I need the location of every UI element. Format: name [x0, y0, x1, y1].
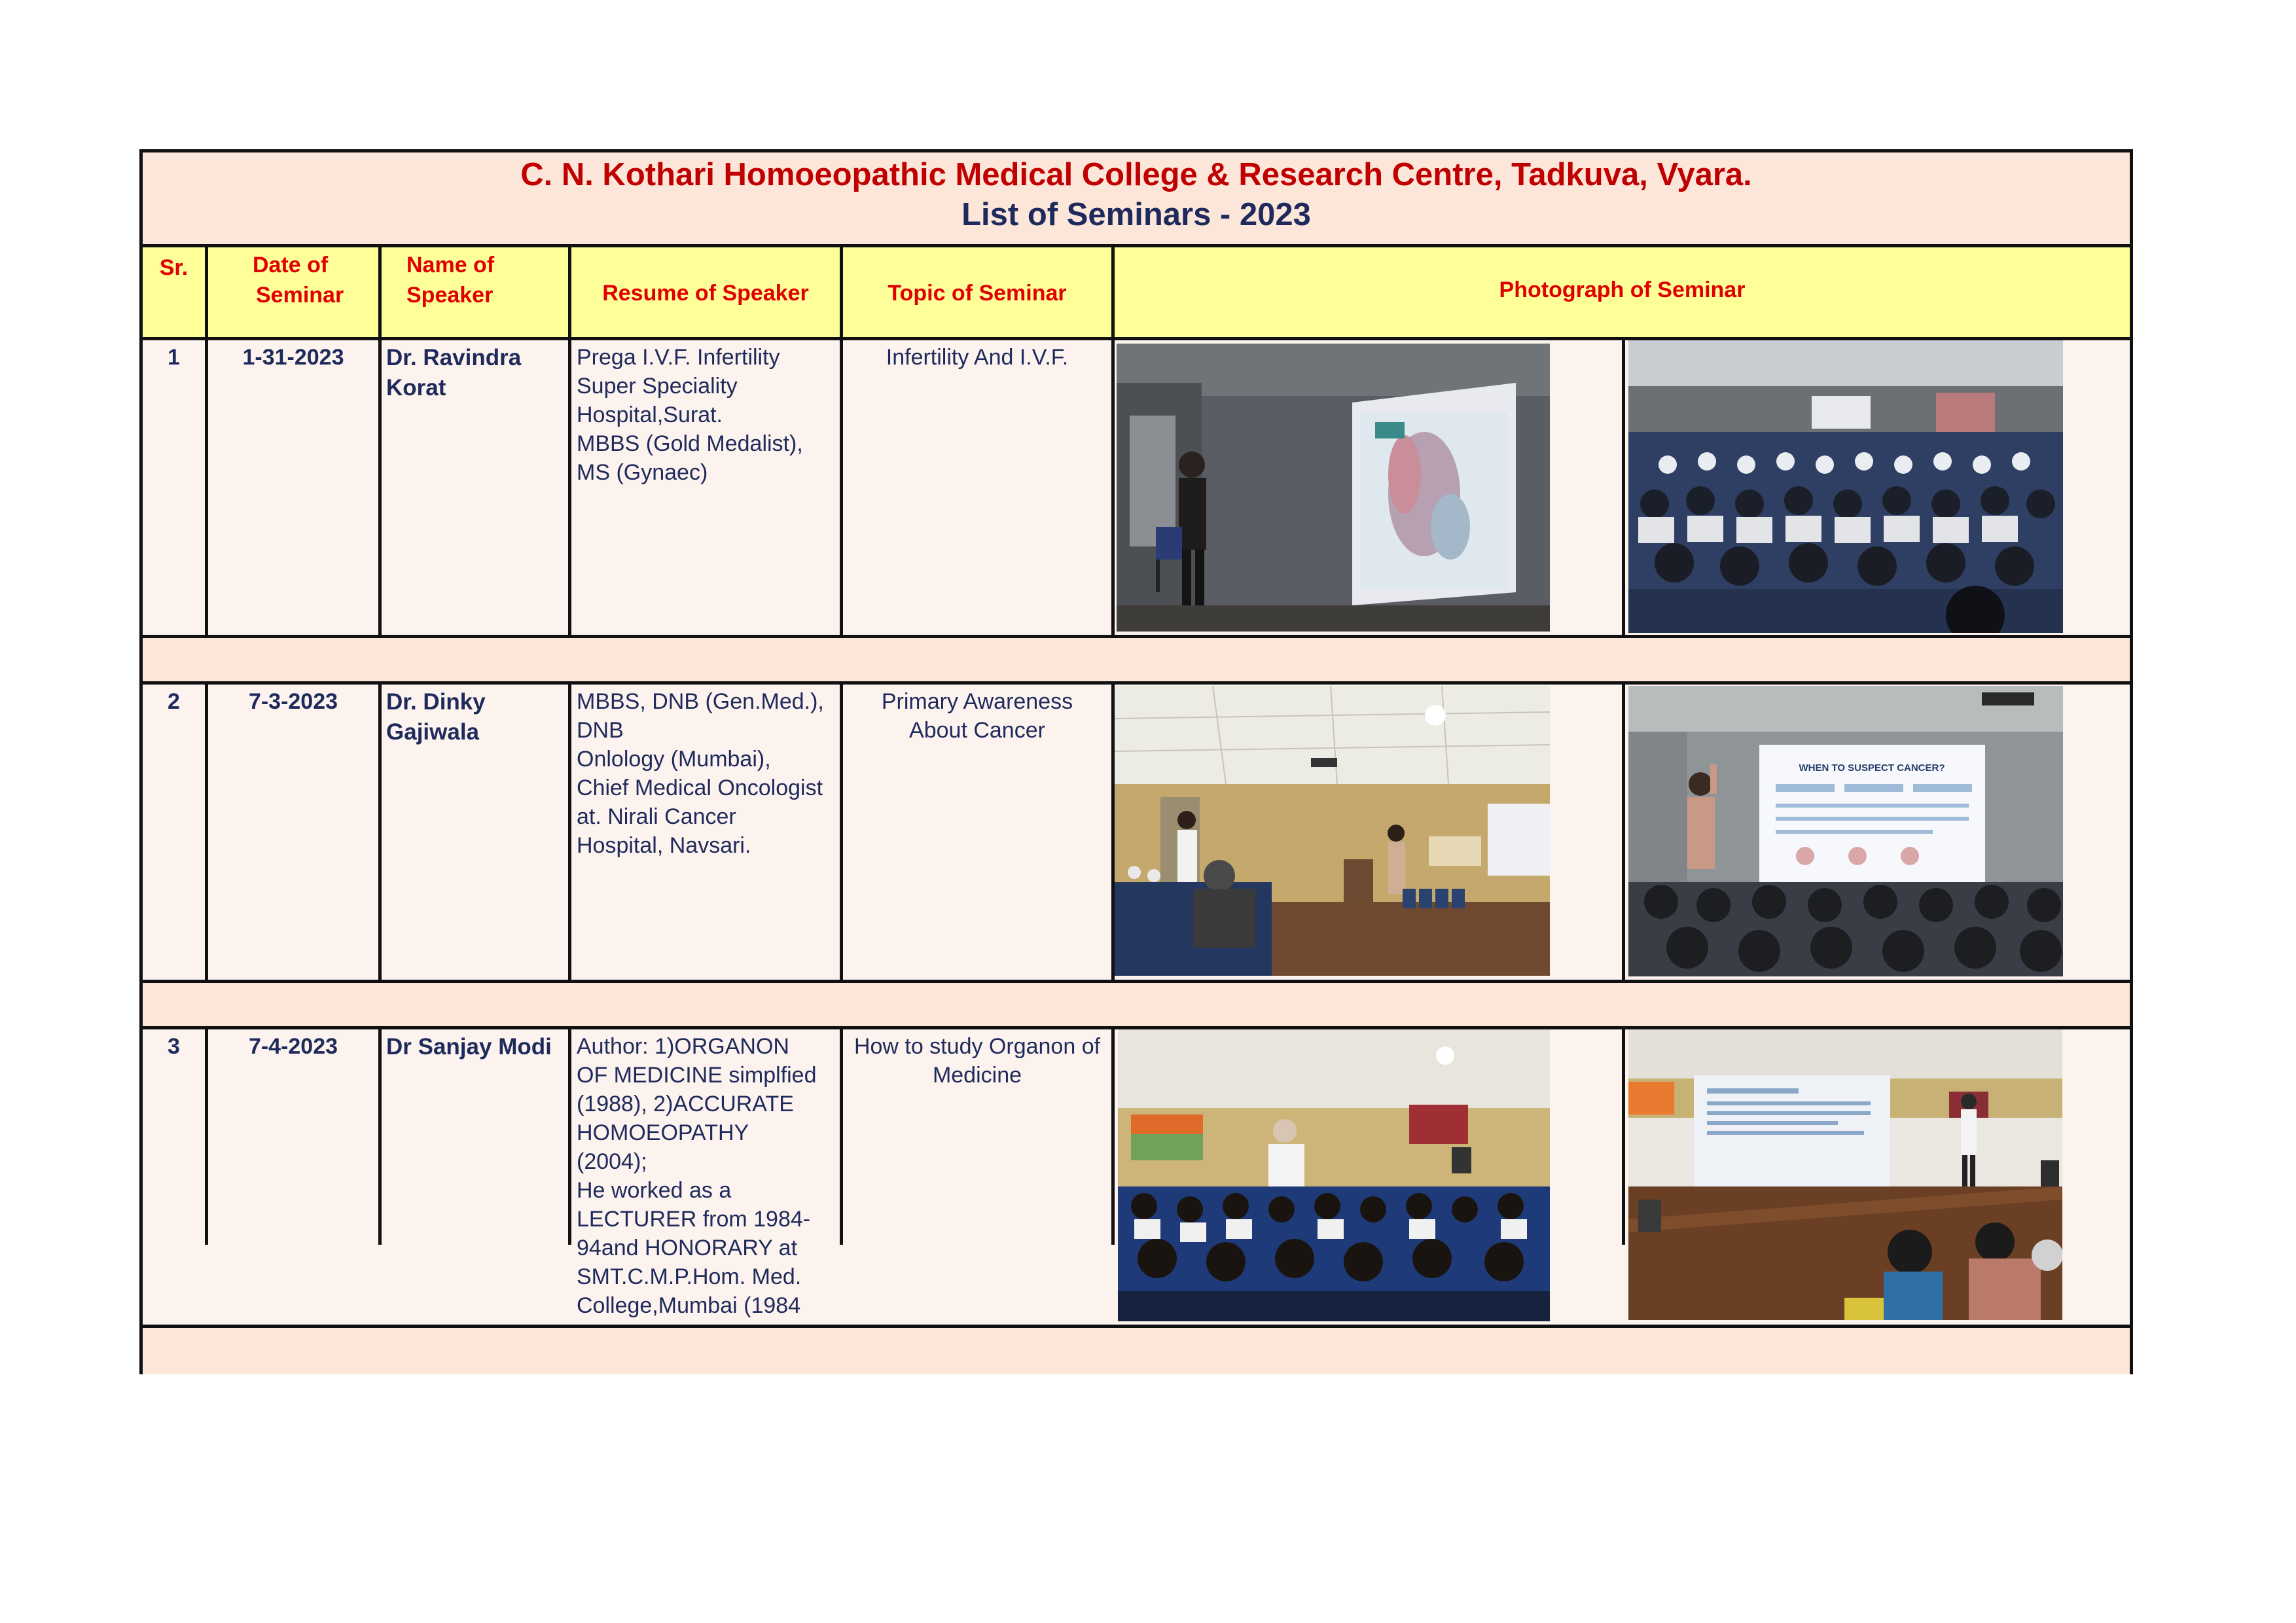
slide-title: WHEN TO SUSPECT CANCER? — [1799, 762, 1945, 774]
separator-row — [143, 635, 2130, 685]
row-speaker — [382, 340, 568, 403]
grid-line — [1622, 340, 1625, 1245]
resume-line: SMT.C.M.P.Hom. Med. — [577, 1264, 802, 1289]
resume-line: Author: 1)ORGANON — [577, 1034, 789, 1059]
topic-line: About Cancer — [909, 718, 1045, 743]
row-sr: 3 — [168, 1034, 180, 1059]
resume-line: MBBS (Gold Medalist), — [577, 431, 803, 456]
resume-line: College,Mumbai (1984 — [577, 1293, 801, 1318]
seminar-photo-presentation — [1628, 686, 2063, 976]
row-speaker — [382, 1029, 568, 1062]
row-sr: 2 — [168, 689, 180, 714]
resume-line: DNB — [577, 718, 624, 743]
seminar-photo-students — [1118, 1029, 1550, 1321]
speaker-line: Dr. Dinky — [386, 689, 486, 715]
topic-line: How to study Organon of — [853, 1034, 1101, 1059]
list-title: List of Seminars - 2023 — [961, 197, 1311, 232]
resume-line: Super Speciality — [577, 374, 738, 399]
speaker-line: Dr Sanjay Modi — [386, 1034, 552, 1060]
header-resume — [571, 247, 840, 337]
topic-line: Primary Awareness — [881, 689, 1073, 714]
header-photo — [1115, 247, 2130, 337]
row-topic — [843, 340, 1111, 372]
header-date — [208, 247, 378, 337]
resume-line: Chief Medical Oncologist — [577, 776, 823, 800]
row-date: 1-31-2023 — [242, 345, 344, 370]
row-sr: 1 — [168, 345, 180, 370]
speaker-line: Gajiwala — [386, 719, 480, 745]
row-resume — [571, 1029, 840, 1320]
header-sr-label: Sr. — [159, 255, 188, 280]
resume-line: (1988), 2)ACCURATE — [577, 1092, 794, 1116]
separator-row — [143, 1325, 2130, 1374]
resume-line: Hospital,Surat. — [577, 402, 723, 427]
header-speaker-line1: Name of — [406, 253, 495, 277]
header-sr — [143, 247, 205, 337]
resume-line: (2004); — [577, 1149, 647, 1174]
resume-line: MBBS, DNB (Gen.Med.), — [577, 689, 824, 714]
speaker-line: Dr. Ravindra — [386, 345, 522, 370]
header-resume-label: Resume of Speaker — [602, 281, 809, 306]
resume-line: Prega I.V.F. Infertility — [577, 345, 780, 370]
row-date: 7-4-2023 — [248, 1034, 338, 1059]
topic-line: Medicine — [932, 1063, 1022, 1088]
resume-line: MS (Gynaec) — [577, 460, 708, 485]
resume-line: He worked as a — [577, 1178, 732, 1203]
header-date-line1: Date of — [253, 253, 329, 277]
header-speaker — [382, 247, 568, 337]
row-topic — [843, 685, 1111, 745]
header-row — [143, 247, 2130, 340]
row-resume — [571, 685, 840, 860]
header-date-line2: Seminar — [256, 283, 344, 308]
college-title: C. N. Kothari Homoeopathic Medical College & Research Centre, Tadkuva, Vyara. — [520, 157, 1752, 192]
resume-line: Onlology (Mumbai), — [577, 747, 771, 772]
row-topic — [843, 1029, 1111, 1090]
speaker-line: Korat — [386, 375, 446, 401]
topic-line: Infertility And I.V.F. — [886, 345, 1069, 370]
resume-line: OF MEDICINE simplfied — [577, 1063, 817, 1088]
resume-line: LECTURER from 1984- — [577, 1207, 811, 1232]
header-topic-label: Topic of Seminar — [888, 281, 1067, 306]
resume-line: 94and HONORARY at — [577, 1236, 798, 1260]
header-speaker-line2: Speaker — [406, 283, 493, 308]
grid-line — [205, 247, 208, 1245]
resume-line: Hospital, Navsari. — [577, 833, 751, 858]
seminar-table — [139, 149, 2133, 1374]
resume-line: at. Nirali Cancer — [577, 804, 736, 829]
seminar-photo-stage — [1628, 1029, 2062, 1320]
row-resume — [571, 340, 840, 487]
title-block — [143, 152, 2130, 247]
seminar-photo-hall — [1115, 686, 1550, 976]
resume-line: HOMOEOPATHY — [577, 1120, 749, 1145]
row-date: 7-3-2023 — [248, 689, 338, 714]
row-speaker — [382, 685, 568, 747]
seminar-photo-audience — [1628, 340, 2063, 633]
seminar-photo-speaker — [1117, 344, 1550, 632]
header-photo-label: Photograph of Seminar — [1499, 277, 1746, 302]
header-topic — [843, 247, 1111, 337]
grid-line — [840, 247, 843, 1245]
separator-row — [143, 980, 2130, 1029]
